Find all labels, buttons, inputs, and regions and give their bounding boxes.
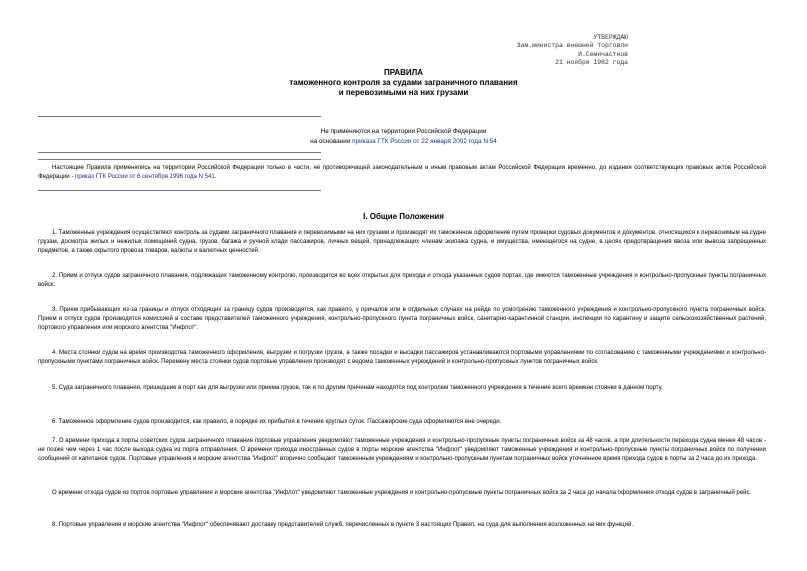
order-link[interactable]: приказа ГТК России от 22 января 2002 года N 54 [352, 138, 497, 145]
paragraph-7-continued: О времени отхода судов из портов портовые управления и морские агентства "Инфлот" уведомляют таможенные учреждения и контрольно-пропускные пункты пограничных войск за 2 часа до начала оформления отхода судов в заграничный рейс. [52, 490, 752, 496]
paragraph-3: 3. Прием прибывающих из-за границы и отпуск отходящих за границу судов производятся, как правило, у причалов или в отдельных случаях на рейде по усмотрению таможенного учреждения и контрольно-пропускного пункта пограничных войск. Прием и отпуск судов производятся комиссией в составе представителей таможенного учреждения, контрольно-пропускного пункта пограничных войск, санитарно-карантинной станции, инспекции по карантину и защите сельскохозяйственных растений, портового управления или морского агентства "Инфлот". [38, 307, 766, 332]
paragraph-7: 7. О времени прихода в порты советских судов заграничного плавания портовые управления уведомляют таможенные учреждения и контрольно-пропускные пункты пограничных войск за 48 часов, а при длительности перехода судна менее 48 часов - не позже чем через 1 час после выхода судна из порта отправления. О времени прихода иностранных судов в порты морские агентства "Инфлот" уведомляют таможенные учреждения и контрольно-пропускные пункты пограничных войск по получении сообщений от капитанов судов. Портовые управления и морские агентства "Инфлот" вторично сообщают таможенным учреждениям и контрольно-пропускным пунктам пограничных войск уточненное время прихода судов в порты за 2 часа до их прихода. [38, 438, 766, 463]
divider [38, 152, 321, 153]
paragraph-4: 4. Места стоянки судов на время производства таможенного оформления, выгрузки и погрузки грузов, а также посадки и высадки пассажиров устанавливаются портовыми управлениями по согласованию с таможенными учреждениями и контрольно-пропускными пунктами пограничных войск. Перемену места стоянки судов портовые управления производят с ведома таможенных учреждений и контрольно-пропускных пунктов пограничных войск. [38, 350, 766, 366]
preamble-link[interactable]: приказ ГТК России от 6 сентября 1996 года N 541 [75, 174, 215, 181]
note-prefix: на основании [310, 138, 353, 145]
document-title [0, 68, 807, 98]
paragraph-8: 8. Портовые управления и морские агентства "Инфлот" обеспечивают доставку представителей служб, перечисленных в пункте 3 настоящих Правил, на суда для выполнения возложенных на них функций. [52, 522, 634, 528]
preamble [38, 164, 766, 182]
title-line: и перевозимыми на них грузами [338, 88, 469, 97]
approval-line: Зам.министра внешней торговли [516, 42, 628, 50]
preamble-text: Настоящие Правила применялись на территории Российской Федерации только в части, не противоречащей законодательным и иным правовым актам Российской Федерации временно, до издания соответствующих правовых актов Российской Федерации - [38, 165, 766, 181]
title-line: таможенного контроля за судами заграничного плавания [289, 78, 518, 87]
approval-line: 21 ноября 1962 года [555, 59, 628, 67]
divider [38, 159, 321, 160]
approval-line: И.Семичастнов [578, 50, 628, 58]
paragraph-5: 5. Суда заграничного плавания, пришедшие в порт как для выгрузки или приема грузов, так и по другим причинам находятся под контролем таможенного учреждения в течение всего времени стоянки в данном порту. [52, 385, 663, 391]
divider [38, 190, 321, 191]
title-line: ПРАВИЛА [383, 68, 424, 77]
approval-stamp [500, 34, 628, 68]
paragraph-6: 6. Таможенное оформление судов производится, как правило, в порядке их прибытия в течение круглых суток. Пассажирские суда оформляются вне очереди. [52, 419, 502, 425]
status-note [0, 127, 807, 147]
note-line: Не применяются на территории Российской Федерации [320, 128, 487, 135]
divider [38, 116, 321, 117]
section-title: I. Общие Положения [363, 212, 444, 221]
paragraph-1: 1. Таможенные учреждения осуществляют контроль за судами заграничного плавания и перевозимыми на них грузами и производят их таможенное оформление путем проверки судовых документов и документов, относящихся к перевозимым на судне грузам, досмотра жилых и нежилых помещений судна, грузов, багажа и ручной клади пассажиров, личных вещей, принадлежащих членам экипажа судна, и имущества, имеющегося на судне, в целях предотвращения ввоза или вывоза запрещенных предметов, а также скрытого провоза товаров, валюты и валютных ценностей. [38, 230, 766, 255]
approval-line: УТВЕРЖДАЮ [593, 34, 628, 41]
note-line [0, 137, 807, 147]
preamble-suffix: . [214, 174, 217, 181]
paragraph-2: 2. Прием и отпуск судов заграничного плавания, подлежащих таможенному контролю, производятся во всех открытых для прихода и отхода указанных судов портах, где имеются таможенные учреждения и контрольно-пропускные пункты пограничных войск. [38, 273, 766, 289]
